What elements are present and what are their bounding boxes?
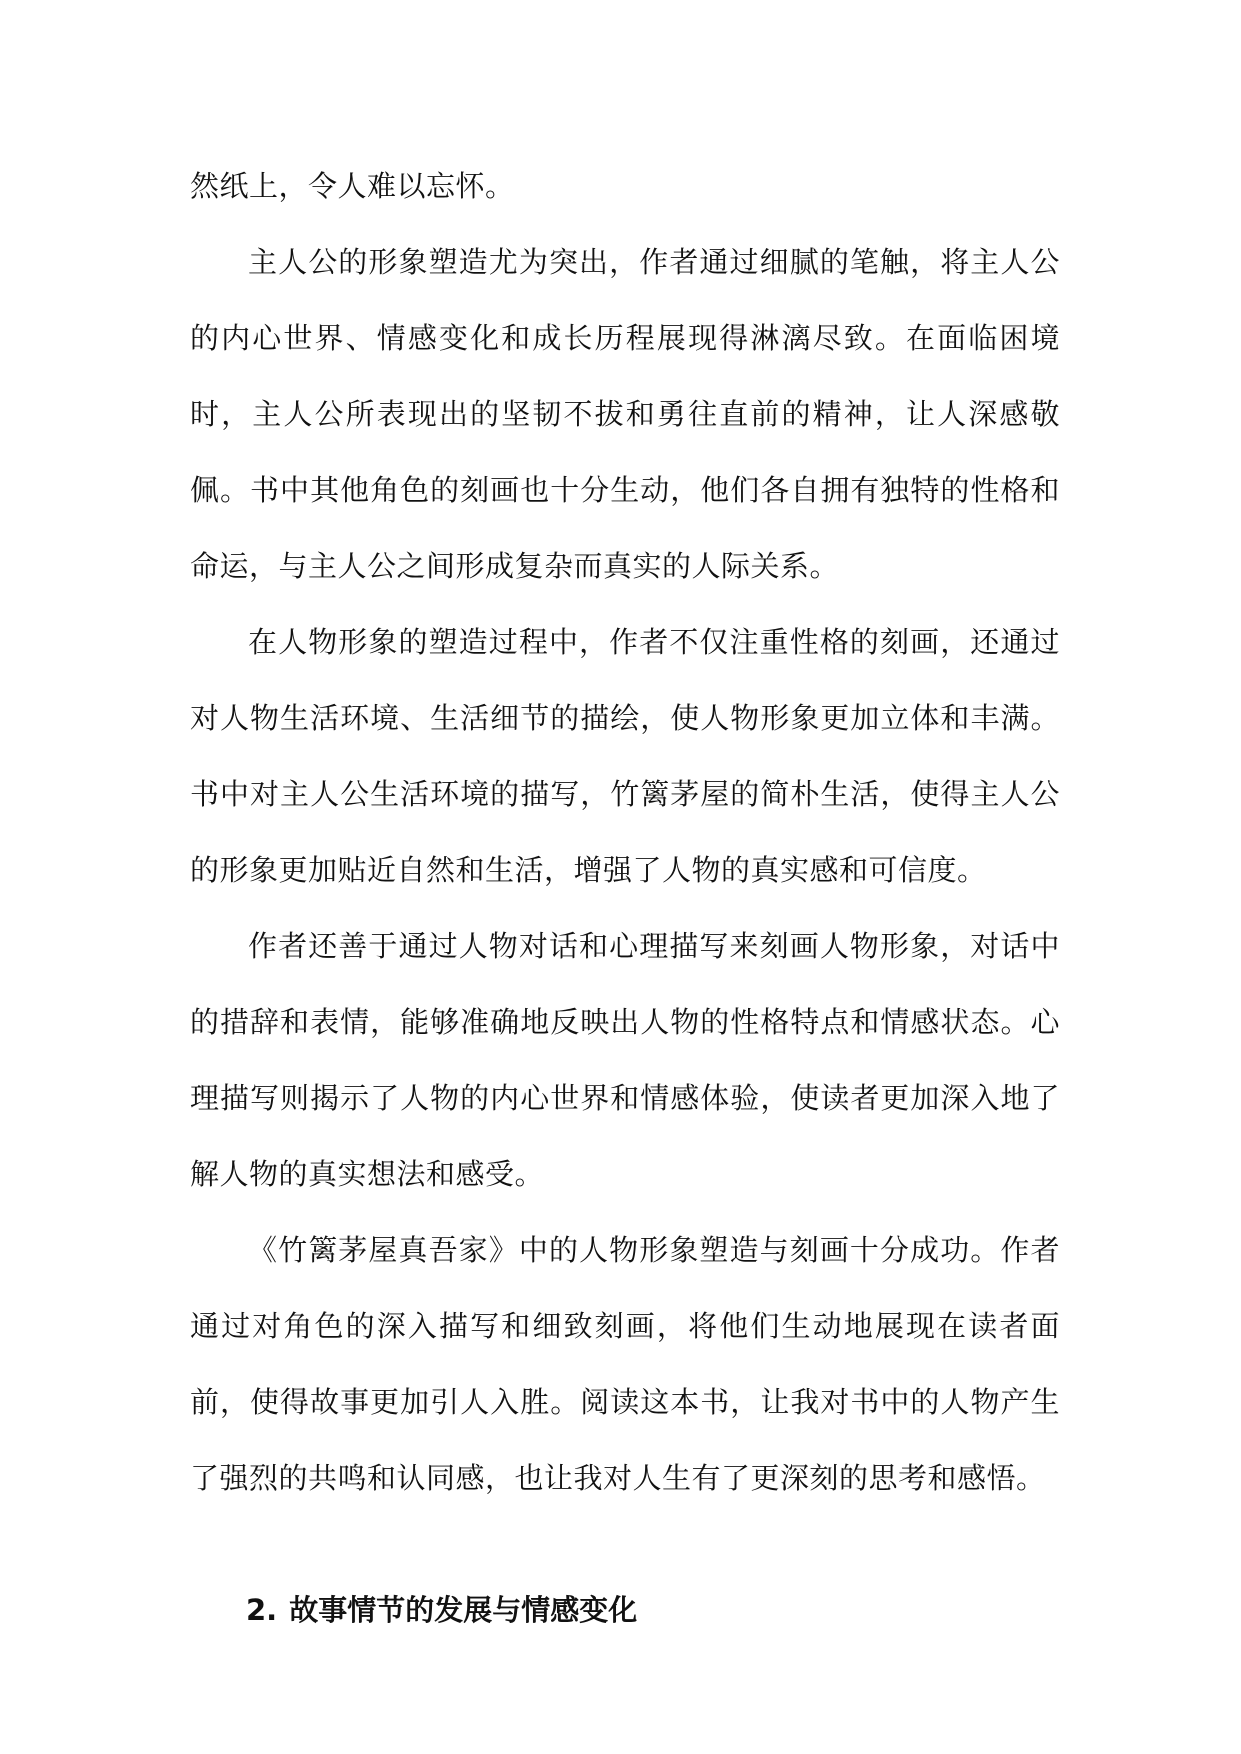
paragraph-dialogue-psychology: 作者还善于通过人物对话和心理描写来刻画人物形象，对话中的措辞和表情，能够准确地反映出人物的性格特点和情感状态。心理描写则揭示了人物的内心世界和情感体验，使读者更加深入地了解人物的真实想法和感受。 <box>190 929 1060 1191</box>
paragraph-protagonist: 主人公的形象塑造尤为突出，作者通过细腻的笔触，将主人公的内心世界、情感变化和成长历程展现得淋漓尽致。在面临困境时，主人公所表现出的坚韧不拔和勇往直前的精神，让人深感敬佩。书中其他角色的刻画也十分生动，他们各自拥有独特的性格和命运，与主人公之间形成复杂而真实的人际关系。 <box>190 245 1060 583</box>
section-number: 2. <box>246 1593 278 1627</box>
paragraph-continuation: 然纸上，令人难以忘怀。 <box>190 169 515 203</box>
section-title: 故事情节的发展与情感变化 <box>289 1593 638 1627</box>
page-content <box>190 148 1060 1648</box>
section-heading <box>190 1572 1060 1648</box>
paragraph-conclusion: 《竹篱茅屋真吾家》中的人物形象塑造与刻画十分成功。作者通过对角色的深入描写和细致刻画，将他们生动地展现在读者面前，使得故事更加引人入胜。阅读这本书，让我对书中的人物产生了强烈的共鸣和认同感，也让我对人生有了更深刻的思考和感悟。 <box>190 1233 1060 1495</box>
paragraph-character-shaping: 在人物形象的塑造过程中，作者不仅注重性格的刻画，还通过对人物生活环境、生活细节的描绘，使人物形象更加立体和丰满。书中对主人公生活环境的描写，竹篱茅屋的简朴生活，使得主人公的形象更加贴近自然和生活，增强了人物的真实感和可信度。 <box>190 625 1060 887</box>
